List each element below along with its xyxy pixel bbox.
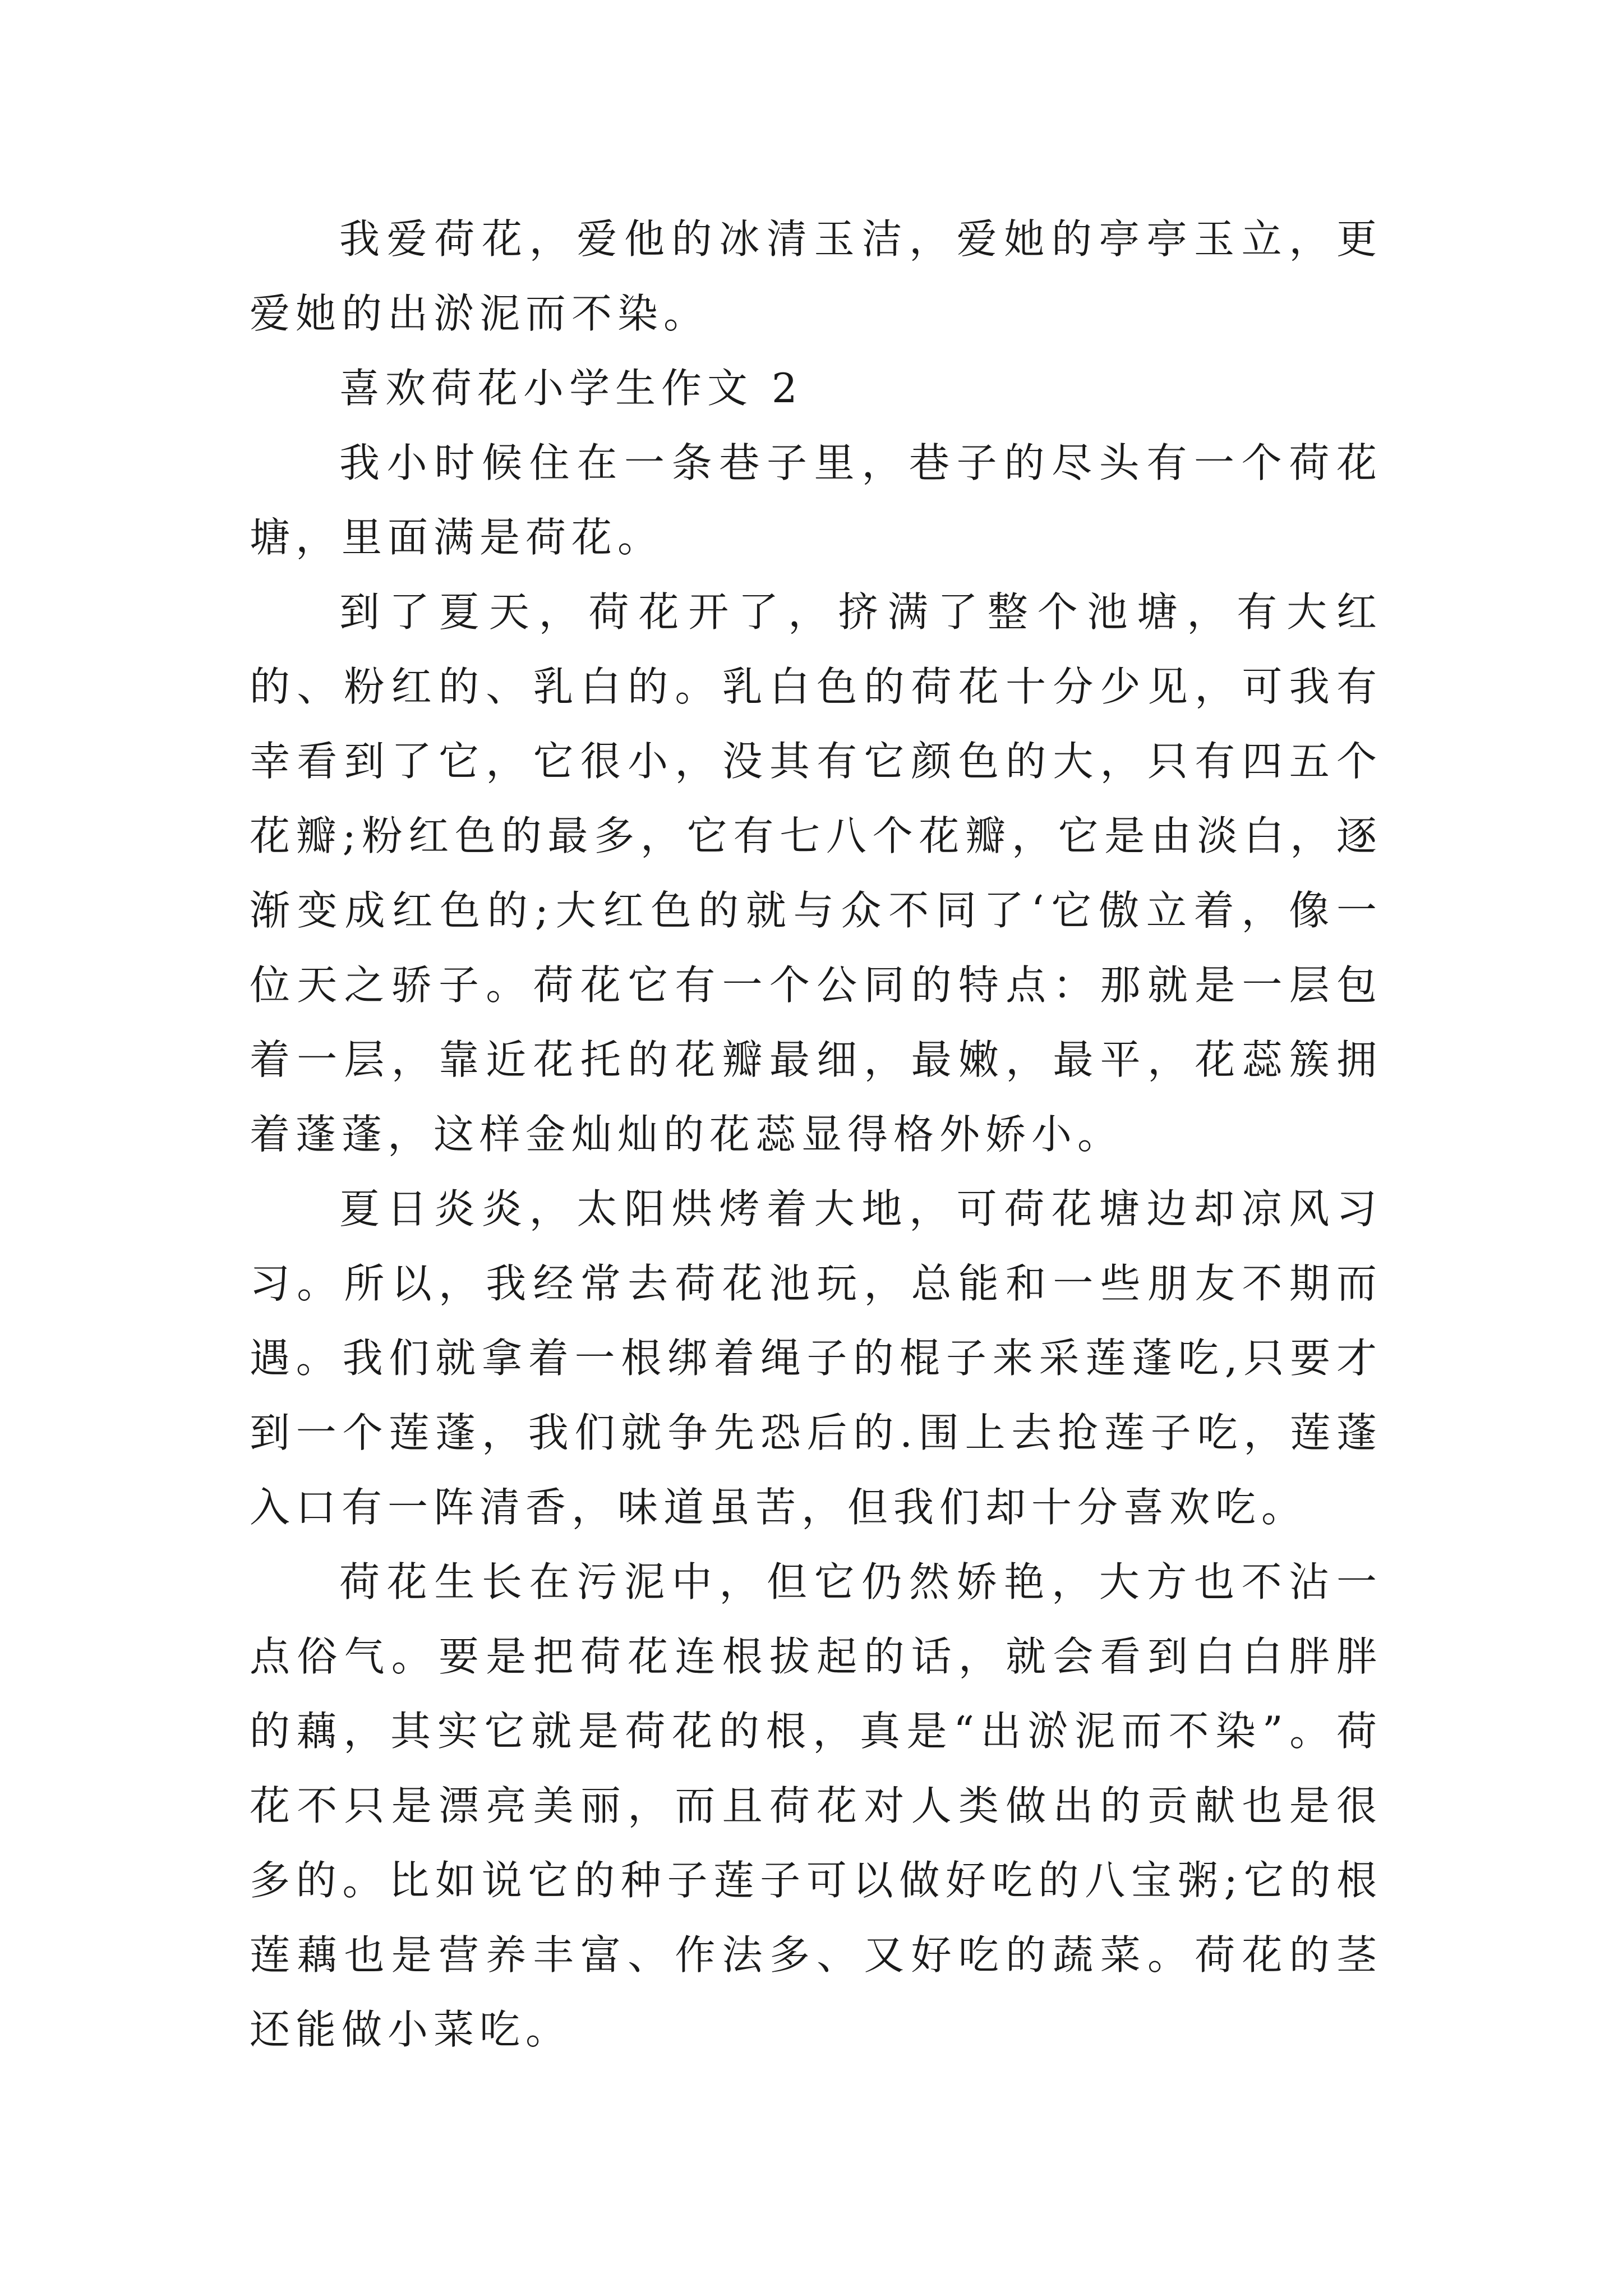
paragraph-summer: 到了夏天，荷花开了，挤满了整个池塘，有大红的、粉红的、乳白的。乳白色的荷花十分少见，可我有幸看到了它，它很小，没其有它颜色的大，只有四五个花瓣;粉红色的最多，它有七八个花瓣，它是由淡白，逐渐变成红色的;大红色的就与众不同了‘它傲立着，像一位天之骄子。荷花它有一个公同的特点：那就是一层包着一层，靠近花托的花瓣最细，最嫩，最平，花蕊簇拥着蓬蓬，这样金灿灿的花蕊显得格外娇小。 [250,588,1382,1158]
essay-title: 喜欢荷花小学生作文 2 [339,365,803,412]
document-body [250,202,1382,2067]
paragraph-pond: 夏日炎炎，太阳烘烤着大地，可荷花塘边却凉风习习。所以，我经常去荷花池玩，总能和一些朋友不期而遇。我们就拿着一根绑着绳子的棍子来采莲蓬吃,只要才到一个莲蓬，我们就争先恐后的.围上去抢莲子吃，莲蓬入口有一阵清香，味道虽苦，但我们却十分喜欢吃。 [250,1185,1382,1531]
paragraph-root: 荷花生长在污泥中，但它仍然娇艳，大方也不沾一点俗气。要是把荷花连根拔起的话，就会看到白白胖胖的藕，其实它就是荷花的根，真是“出淤泥而不染”。荷花不只是漂亮美丽，而且荷花对人类做出的贡献也是很多的。比如说它的种子莲子可以做好吃的八宝粥;它的根莲藕也是营养丰富、作法多、又好吃的蔬菜。荷花的茎还能做小菜吃。 [250,1558,1382,2053]
paragraph-childhood: 我小时候住在一条巷子里，巷子的尽头有一个荷花塘，里面满是荷花。 [250,439,1382,561]
paragraph-intro: 我爱荷花，爱他的冰清玉洁，爱她的亭亭玉立，更爱她的出淤泥而不染。 [250,215,1382,337]
